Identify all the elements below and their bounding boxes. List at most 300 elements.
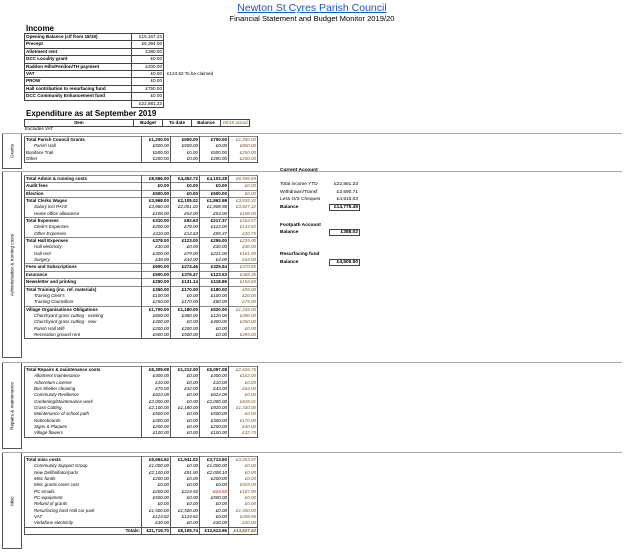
budget-cell: £200.00: [142, 326, 171, 332]
actual-cell: £164.57: [229, 218, 258, 225]
row-label: PC equipment: [25, 495, 142, 501]
section-side-label: [2, 133, 22, 169]
row-label: New Defibrillator/parts: [25, 470, 142, 476]
row-label: Village flowers: [25, 430, 142, 437]
income-row: [25, 85, 164, 92]
balance-cell: £95.37: [200, 231, 229, 238]
to-date-cell: £0.00: [171, 463, 200, 469]
income-value: £0.00: [132, 71, 164, 78]
ca-label-2: Less O/S Cheques: [280, 197, 321, 202]
budget-cell: £2,100.00: [142, 470, 171, 476]
income-label: Precept: [25, 41, 132, 48]
table-row: [25, 367, 258, 374]
budget-cell: £0.00: [142, 482, 171, 488]
section-table: [24, 456, 258, 535]
balance-cell: £624.08: [200, 392, 229, 398]
balance-cell: £4.00: [200, 257, 229, 264]
row-label: Total Clerks Wages: [25, 198, 142, 205]
col-balance: Balance: [192, 120, 221, 127]
balance-cell: £0.00: [200, 482, 229, 488]
actual-cell: £3,053.97: [229, 457, 258, 464]
income-row: [25, 56, 164, 63]
budget-cell: £250.00: [142, 299, 171, 306]
row-label: Other: [25, 156, 142, 163]
balance-cell: £400.00: [200, 319, 229, 325]
actual-cell: £0.00: [229, 495, 258, 501]
balance-cell: £1,808.98: [200, 204, 229, 210]
actual-cell: £20.00: [229, 293, 258, 299]
to-date-cell: £0.00: [171, 476, 200, 482]
to-date-cell: £1,941.02: [171, 457, 200, 464]
budget-cell: £10.00: [142, 380, 171, 386]
income-label: DCC Community Enhancement fund: [25, 93, 132, 100]
balance-cell: £200.00: [200, 476, 229, 482]
budget-cell: £5,654.62: [142, 457, 171, 464]
balance-cell: £180.00: [200, 286, 229, 293]
table-row: [25, 271, 258, 278]
ca-balance-box: [329, 204, 360, 211]
actual-cell: £20.75: [229, 231, 258, 238]
col-actual: 18/19 actual: [222, 120, 248, 125]
table-row: [25, 238, 258, 245]
balance-cell: £1,862.98: [200, 198, 229, 205]
ca-label-0: Total income YTD: [280, 182, 318, 187]
actual-cell: £0.00: [229, 411, 258, 417]
actual-cell: £3,935.32: [229, 198, 258, 205]
col-to-date: To date: [163, 120, 192, 127]
balance-cell: £123.53: [200, 271, 229, 278]
totals-budget: £21,719.70: [142, 527, 171, 534]
balance-cell: £5,097.08: [200, 367, 229, 374]
actual-cell: £495.00: [229, 332, 258, 339]
to-date-cell: £4,452.72: [171, 176, 200, 183]
section-name: Repairs & maintenance: [9, 381, 15, 430]
income-row: [25, 48, 164, 55]
section-side-label: [2, 452, 22, 549]
income-row: [25, 71, 164, 78]
income-row: [25, 100, 164, 107]
table-row: [25, 457, 258, 464]
table-row: [25, 190, 258, 197]
section-divider: [2, 452, 622, 453]
actual-cell: £200.00: [229, 156, 258, 163]
actual-cell: £1,250.00: [229, 137, 258, 144]
table-row: [25, 211, 258, 218]
income-label: Opening Balance (c/f from 18/19): [25, 34, 132, 41]
row-label: Salary incl PAYE: [25, 204, 142, 210]
budget-cell: £200.00: [142, 424, 171, 430]
actual-cell: £0.00: [229, 380, 258, 386]
actual-cell: £95.00: [229, 286, 258, 293]
income-value: £750.00: [132, 85, 164, 92]
balance-cell: £221.00: [200, 251, 229, 257]
balance-cell: £200.00: [200, 424, 229, 430]
budget-cell: £124.62: [142, 514, 171, 520]
budget-cell: £600.00: [142, 313, 171, 319]
actual-cell: £490.00: [229, 313, 258, 319]
balance-cell: £0.00: [200, 508, 229, 514]
ca-label-3: Balance: [280, 205, 299, 210]
ca-value-1: £3,590.71: [336, 190, 358, 195]
actual-cell: £40.00: [229, 424, 258, 430]
to-date-cell: £78.00: [171, 224, 200, 230]
budget-cell: £200.00: [142, 156, 171, 163]
row-label: Community Support Group: [25, 463, 142, 469]
budget-cell: £2,100.00: [142, 405, 171, 411]
income-value: £380.00: [132, 48, 164, 55]
actual-cell: £32.75: [229, 430, 258, 437]
row-label: Total Hall Expenses: [25, 238, 142, 245]
actual-cell: £1,500.00: [229, 508, 258, 514]
actual-cell: £0.00: [229, 501, 258, 507]
expenditure-heading: Expenditure as at September 2019: [26, 109, 157, 118]
balance-cell: £0.00: [200, 501, 229, 507]
income-value: £0.00: [132, 93, 164, 100]
budget-cell: £500.00: [142, 143, 171, 149]
row-label: Resurfacing fund Hall car park: [25, 508, 142, 514]
balance-cell: £122.00: [200, 224, 229, 230]
budget-cell: £378.00: [142, 238, 171, 245]
balance-cell: £0.00: [200, 332, 229, 339]
row-label: Bus Shelter cleaning: [25, 386, 142, 392]
actual-cell: £1,330.00: [229, 405, 258, 411]
row-label: Total misc costs: [25, 457, 142, 464]
budget-cell: £1,000.00: [142, 463, 171, 469]
balance-cell: £10.00: [200, 380, 229, 386]
row-label: Surgery: [25, 257, 142, 264]
to-date-cell: £131.14: [171, 279, 200, 286]
to-date-cell: £0.00: [171, 293, 200, 299]
to-date-cell: £0.00: [171, 482, 200, 488]
col-budget: Budget: [134, 120, 163, 127]
row-label: Audit fees: [25, 183, 142, 190]
balance-cell: £500.00: [200, 190, 229, 197]
row-label: Insurance: [25, 271, 142, 278]
to-date-cell: £0.00: [171, 520, 200, 527]
totals-to-date: £8,105.74: [171, 527, 200, 534]
actual-cell: £1,245.00: [229, 306, 258, 313]
to-date-cell: £79.00: [171, 251, 200, 257]
budget-cell: £200.00: [142, 224, 171, 230]
section-divider: [2, 133, 622, 134]
to-date-cell: £44.00: [171, 257, 200, 264]
resurfacing-heading: Resurfacing fund: [280, 252, 320, 257]
budget-cell: £250.00: [142, 279, 171, 286]
actual-cell: £0.00: [229, 190, 258, 197]
row-label: Parish Hall: [25, 143, 142, 149]
to-date-cell: £0.00: [171, 399, 200, 405]
current-account-heading: Current Account: [280, 168, 318, 173]
expenditure-header: [24, 119, 250, 127]
row-label: Training Councillors: [25, 299, 142, 306]
table-row: [25, 257, 258, 264]
budget-cell: £500.00: [142, 150, 171, 156]
income-label: Raddon Hills/Fenilon/TH payment: [25, 63, 132, 70]
budget-cell: £1,500.00: [142, 508, 171, 514]
col-item: Item: [25, 120, 134, 127]
budget-cell: £500.00: [142, 411, 171, 417]
budget-cell: £350.00: [142, 286, 171, 293]
row-label: Churchyard grass cutting - new: [25, 319, 142, 325]
totals-row: [25, 527, 258, 534]
actual-cell: £370.85: [229, 264, 258, 271]
balance-cell: £3,713.60: [200, 457, 229, 464]
budget-cell: £75.00: [142, 386, 171, 392]
to-date-cell: £500.00: [171, 143, 200, 149]
to-date-cell: £0.00: [171, 150, 200, 156]
section-side-label: [2, 362, 22, 449]
budget-cell: £3,968.00: [142, 198, 171, 205]
to-date-cell: £170.00: [171, 286, 200, 293]
row-label: Noticeboards: [25, 418, 142, 424]
budget-cell: £6,309.08: [142, 367, 171, 374]
income-value: £0.00: [132, 78, 164, 85]
to-date-cell: £1,180.00: [171, 306, 200, 313]
income-row: [25, 63, 164, 70]
balance-cell: £2,008.10: [200, 470, 229, 476]
table-row: [25, 306, 258, 313]
balance-cell: £4,103.28: [200, 176, 229, 183]
table-row: [25, 430, 258, 437]
balance-cell: £30.00: [200, 244, 229, 250]
table-row: [25, 198, 258, 205]
income-label: DCC Locality grant: [25, 56, 132, 63]
balance-cell: £300.00: [200, 418, 229, 424]
to-date-cell: £0.00: [171, 244, 200, 250]
actual-cell: £0.00: [229, 183, 258, 190]
section-name: Grants: [9, 144, 15, 158]
to-date-cell: £224.50: [171, 489, 200, 495]
row-label: PC emails: [25, 489, 142, 495]
to-date-cell: £480.00: [171, 313, 200, 319]
balance-cell: £100.00: [200, 430, 229, 437]
actual-cell: £0.00: [229, 470, 258, 476]
budget-cell: £200.00: [142, 489, 171, 495]
budget-cell: £400.00: [142, 319, 171, 325]
balance-cell: £1,000.00: [200, 463, 229, 469]
row-label: Arboretum License: [25, 380, 142, 386]
resurfacing-balance-label: Balance: [280, 260, 299, 265]
to-date-cell: £0.00: [171, 495, 200, 501]
balance-cell: £120.00: [200, 313, 229, 319]
balance-cell: £400.00: [200, 373, 229, 379]
actual-cell: £75.00: [229, 299, 258, 306]
row-label: Misc funds: [25, 476, 142, 482]
row-label: Signs & Plaques: [25, 424, 142, 430]
actual-cell: £208.98: [229, 514, 258, 520]
to-date-cell: £0.00: [171, 392, 200, 398]
totals-balance: £13,613.96: [200, 527, 229, 534]
vat-note: £124.62 To be claimed: [167, 71, 214, 76]
balance-cell: £30.00: [200, 520, 229, 527]
to-date-cell: £0.00: [171, 418, 200, 424]
row-label: Training Clerk's: [25, 293, 142, 299]
actual-cell: £0.00: [229, 463, 258, 469]
actual-cell: £6,596.69: [229, 176, 258, 183]
to-date-cell: £54.00: [171, 211, 200, 218]
balance-cell: £118.86: [200, 279, 229, 286]
ca-value-2: £4,515.03: [336, 197, 358, 202]
row-label: Hall electricity: [25, 244, 142, 250]
ca-value-0: £22,881.23: [333, 182, 358, 187]
balance-cell: £54.00: [200, 211, 229, 218]
balance-cell: £325.54: [200, 264, 229, 271]
resurfacing-balance-value: £4,505.50: [336, 260, 358, 265]
section-name: Misc: [9, 495, 15, 506]
budget-cell: £110.00: [142, 231, 171, 238]
table-row: [25, 299, 258, 306]
balance-cell: £80.00: [200, 299, 229, 306]
to-date-cell: £0.00: [171, 430, 200, 437]
excludes-vat-note: Excludes VAT: [25, 126, 54, 131]
section-table: [24, 136, 258, 163]
income-value: £6,384.00: [132, 41, 164, 48]
actual-cell: £929.00: [229, 482, 258, 488]
income-label: PROW: [25, 78, 132, 85]
income-row: [25, 34, 164, 41]
table-row: [25, 520, 258, 527]
page-subtitle: Financial Statement and Budget Monitor 2019/20: [229, 14, 395, 23]
actual-cell: £800.00: [229, 143, 258, 149]
budget-cell: £400.00: [142, 373, 171, 379]
actual-cell: £828.01: [229, 399, 258, 405]
budget-cell: £500.00: [142, 495, 171, 501]
budget-cell: £100.00: [142, 293, 171, 299]
budget-cell: £600.00: [142, 264, 171, 271]
actual-cell: £64.00: [229, 386, 258, 392]
actual-cell: £0.00: [229, 476, 258, 482]
income-row: [25, 93, 164, 100]
budget-cell: £200.00: [142, 476, 171, 482]
balance-cell: £0.00: [200, 183, 229, 190]
budget-cell: £500.00: [142, 271, 171, 278]
row-label: Fees and Subscriptions: [25, 264, 142, 271]
balance-cell: £100.00: [200, 293, 229, 299]
table-row: [25, 332, 258, 339]
income-value: £200.00: [132, 63, 164, 70]
balance-cell: £920.00: [200, 405, 229, 411]
to-date-cell: £123.00: [171, 238, 200, 245]
to-date-cell: £1,500.00: [171, 508, 200, 514]
budget-cell: £300.00: [142, 251, 171, 257]
row-label: Maintenance of school path: [25, 411, 142, 417]
income-table: [24, 33, 164, 108]
actual-cell: £143.82: [229, 224, 258, 230]
row-label: Refund of grants: [25, 501, 142, 507]
table-row: [25, 137, 258, 144]
row-label: Hall rent: [25, 251, 142, 257]
budget-cell: £30.00: [142, 244, 171, 250]
row-label: Newsletter and printing: [25, 279, 142, 286]
budget-cell: £300.00: [142, 418, 171, 424]
balance-cell: £255.00: [200, 238, 229, 245]
budget-cell: £310.00: [142, 218, 171, 225]
table-row: [25, 183, 258, 190]
actual-cell: £0.00: [229, 326, 258, 332]
budget-cell: £30.00: [142, 520, 171, 527]
row-label: Total Training (inc. ref. materials): [25, 286, 142, 293]
row-label: Grass Cutting: [25, 405, 142, 411]
to-date-cell: £0.00: [171, 190, 200, 197]
actual-cell: £184.60: [229, 279, 258, 286]
income-label: Allotment rent: [25, 48, 132, 55]
row-label: Other Expenses: [25, 231, 142, 238]
actual-cell: £368.35: [229, 271, 258, 278]
actual-cell: £30.00: [229, 244, 258, 250]
actual-cell: £2,626.76: [229, 367, 258, 374]
row-label: Recreation ground rent: [25, 332, 142, 339]
row-label: Parish Hall Wifi: [25, 326, 142, 332]
row-label: Total Repairs & maintenance costs: [25, 367, 142, 374]
to-date-cell: £0.00: [171, 424, 200, 430]
table-row: [25, 156, 258, 163]
budget-cell: £0.00: [142, 501, 171, 507]
row-label: Election: [25, 190, 142, 197]
to-date-cell: £32.00: [171, 386, 200, 392]
row-label: Home office allowance: [25, 211, 142, 218]
page-title[interactable]: Newton St Cyres Parish Council: [237, 2, 387, 14]
to-date-cell: £0.00: [171, 411, 200, 417]
budget-cell: £48.00: [142, 257, 171, 264]
budget-cell: £2,000.00: [142, 399, 171, 405]
footpath-balance-box: [329, 229, 360, 236]
budget-cell: £3,860.00: [142, 204, 171, 210]
row-label: Gardening/Maintenance work: [25, 399, 142, 405]
actual-cell: £170.00: [229, 418, 258, 424]
budget-cell: £108.00: [142, 211, 171, 218]
balance-cell: £0.00: [200, 514, 229, 520]
budget-cell: £100.00: [142, 430, 171, 437]
balance-cell: £2,000.00: [200, 399, 229, 405]
row-label: VAT: [25, 514, 142, 520]
totals-actual: £13,527.42: [229, 527, 258, 534]
actual-cell: £260.00: [229, 319, 258, 325]
balance-cell: £0.00: [200, 326, 229, 332]
to-date-cell: £0.00: [171, 373, 200, 379]
to-date-cell: £376.47: [171, 271, 200, 278]
to-date-cell: £274.46: [171, 264, 200, 271]
income-heading: Income: [26, 24, 55, 33]
budget-cell: £500.00: [142, 190, 171, 197]
row-label: Total Expenses: [25, 218, 142, 225]
to-date-cell: £0.00: [171, 380, 200, 386]
to-date-cell: £0.00: [171, 501, 200, 507]
to-date-cell: £2,105.02: [171, 198, 200, 205]
section-name: Administration & running costs: [9, 233, 15, 296]
balance-cell: £500.00: [200, 495, 229, 501]
income-label: VAT: [25, 71, 132, 78]
row-label: Allotment maintenance: [25, 373, 142, 379]
resurfacing-balance-box: [329, 259, 360, 266]
to-date-cell: £124.62: [171, 514, 200, 520]
row-label: Misc grants cover cost: [25, 482, 142, 488]
actual-cell: £187.00: [229, 489, 258, 495]
footpath-balance-value: £388.02: [340, 230, 358, 235]
footpath-balance-label: Balance: [280, 230, 299, 235]
to-date-cell: £0.00: [171, 319, 200, 325]
income-value: £15,167.23: [132, 34, 164, 41]
balance-cell: £200.00: [200, 156, 229, 163]
to-date-cell: £91.90: [171, 470, 200, 476]
row-label: Boniface Trail: [25, 150, 142, 156]
balance-cell: £0.00: [200, 143, 229, 149]
budget-cell: £8,556.00: [142, 176, 171, 183]
table-row: [25, 176, 258, 183]
section-table: [24, 366, 258, 438]
to-date-cell: £92.63: [171, 218, 200, 225]
budget-cell: £624.08: [142, 392, 171, 398]
actual-cell: £250.00: [229, 150, 258, 156]
